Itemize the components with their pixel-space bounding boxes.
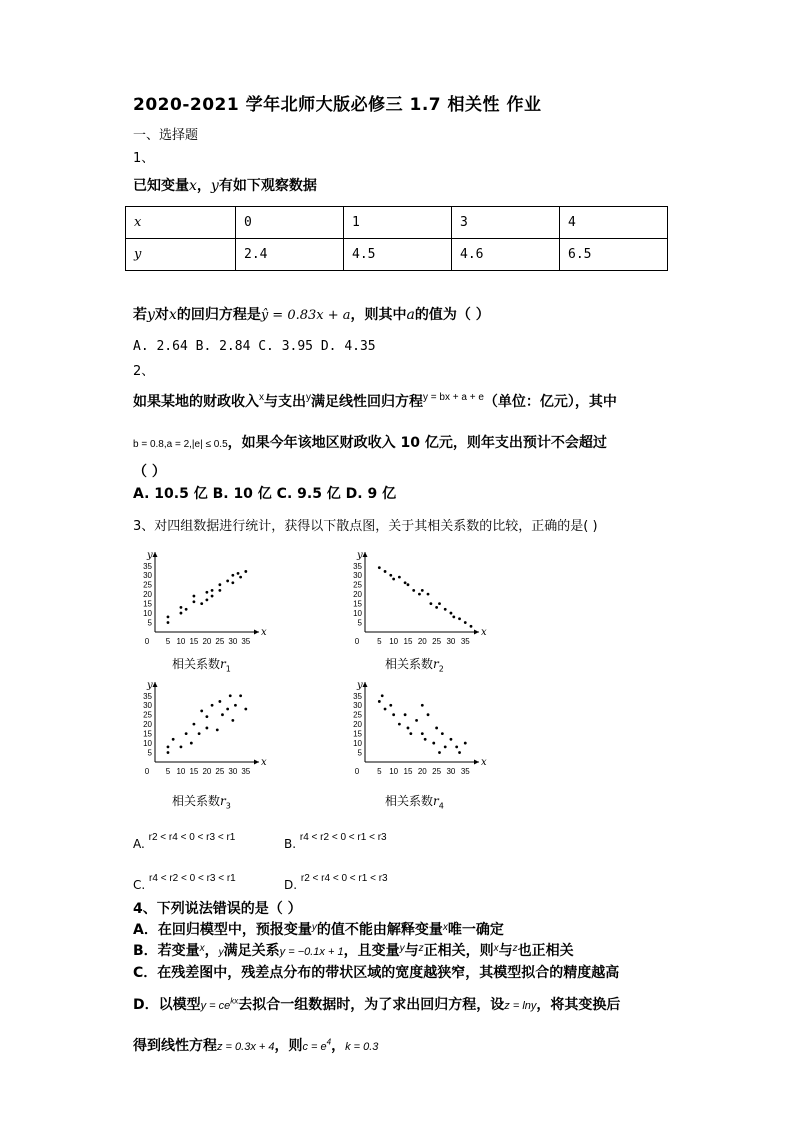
- y-tick-label: 25: [353, 580, 362, 590]
- y-tick-label: 20: [143, 720, 152, 730]
- q1-q-y: y: [147, 307, 155, 323]
- q4-d3: ，将其变换后: [536, 997, 621, 1013]
- option-letter: C.: [133, 878, 146, 892]
- scatter-point: [180, 745, 183, 748]
- y-axis-arrow: [153, 552, 158, 557]
- scatter-point: [231, 719, 234, 722]
- q2-l1-d: （单位：亿元），其中: [483, 394, 617, 410]
- scatter-point: [424, 738, 427, 741]
- table-cell: 6.5: [560, 239, 668, 271]
- q4-b8: 也正相关: [517, 943, 574, 959]
- scatter-point: [244, 708, 247, 711]
- scatter-point: [211, 589, 214, 592]
- scatter-point: [185, 732, 188, 735]
- scatter-point: [200, 710, 203, 713]
- scatter-point: [193, 600, 196, 603]
- table-cell: 4.6: [452, 239, 560, 271]
- y-tick-label: 20: [353, 590, 362, 600]
- x-tick-label: 5: [165, 637, 171, 646]
- q4-e2: ，则: [274, 1038, 303, 1054]
- scatter-point: [470, 625, 473, 628]
- x-tick-label: 15: [403, 637, 413, 646]
- x-axis-label: x: [261, 627, 267, 638]
- scatter-point: [211, 595, 214, 598]
- scatter-point: [167, 745, 170, 748]
- scatter-point: [392, 713, 395, 716]
- caption-text: 相关系数: [172, 794, 221, 808]
- q1-q-c: 的回归方程是: [176, 307, 261, 323]
- q4-a2: 的值不能由解释变量: [316, 922, 443, 938]
- q1-sep: ，: [196, 178, 211, 194]
- scatter-point: [464, 621, 467, 624]
- q4-d1: D．以模型: [133, 997, 201, 1013]
- q4-b7: 与: [498, 943, 513, 959]
- scatter-point: [205, 715, 208, 718]
- q4-a3: 唯一确定: [447, 922, 504, 938]
- q4-option-d-cont: [133, 1035, 378, 1055]
- scatter-point: [404, 581, 407, 584]
- scatter-point: [435, 727, 438, 730]
- q4-e1: 得到线性方程: [133, 1038, 217, 1054]
- y-tick-label: 30: [353, 701, 362, 711]
- scatter-point: [216, 728, 219, 731]
- scatter-point: [398, 723, 401, 726]
- q2-x: x: [259, 392, 264, 403]
- q3-stem: 3、对四组数据进行统计，获得以下散点图，关于其相关系数的比较，正确的是( ): [133, 519, 598, 534]
- q2-options: A. 10.5 亿 B. 10 亿 C. 9.5 亿 D. 9 亿: [133, 486, 397, 502]
- y-tick-label: 25: [143, 580, 152, 590]
- caption-text: 相关系数: [172, 657, 221, 671]
- q4-a-y: y: [311, 922, 317, 933]
- q3-option-b: [284, 832, 387, 851]
- x-tick-label: 35: [460, 637, 470, 646]
- scatter-plot-r3: [135, 678, 265, 778]
- scatter-point: [193, 595, 196, 598]
- scatter-point: [458, 751, 461, 754]
- q1-q-e: 的值为（ ）: [414, 307, 490, 323]
- x-tick-label: 5: [165, 767, 171, 776]
- q4-e-eq: z = 0.3x + 4: [217, 1041, 275, 1053]
- page-title: 2020-2021 学年北师大版必修三 1.7 相关性 作业: [133, 95, 542, 115]
- x-axis-label: x: [481, 757, 487, 768]
- scatter-point: [180, 612, 183, 615]
- table-cell: 0: [236, 207, 344, 239]
- scatter-point: [198, 732, 201, 735]
- scatter-point: [190, 742, 193, 745]
- scatter-point: [421, 732, 424, 735]
- scatter-point: [237, 572, 240, 575]
- q4-a1: A．在回归模型中，预报变量: [133, 922, 312, 938]
- caption-r2: [385, 655, 444, 673]
- y-axis-label: y: [147, 680, 153, 691]
- q3-option-d: [284, 873, 388, 892]
- caption-var: r: [220, 794, 226, 808]
- y-tick-label: 25: [143, 710, 152, 720]
- q4-d-sup: kx: [230, 996, 239, 1006]
- q4-e-k: k = 0.3: [345, 1041, 379, 1053]
- caption-sub: 2: [438, 664, 444, 674]
- q4-d2: 去拟合一组数据时，为了求出回归方程，设: [238, 997, 505, 1013]
- scatter-point: [392, 578, 395, 581]
- q4-b2: ，: [204, 943, 219, 959]
- table-cell: 1: [344, 207, 452, 239]
- q1-stem-a: 已知变量: [133, 178, 189, 194]
- scatter-point: [458, 617, 461, 620]
- x-tick-label: 5: [377, 767, 382, 776]
- x-tick-label: 25: [432, 767, 442, 776]
- scatter-point: [167, 621, 170, 624]
- scatter-point: [441, 732, 444, 735]
- scatter-point: [218, 589, 221, 592]
- q1-q-d: ，则其中: [350, 307, 407, 323]
- scatter-point: [231, 574, 234, 577]
- q2-y: y: [306, 392, 311, 403]
- x-axis-arrow: [254, 760, 259, 765]
- x-tick-label: 30: [228, 637, 238, 646]
- x-tick-label: 0: [354, 767, 360, 776]
- y-tick-label: 15: [143, 729, 152, 739]
- table-cell: 2.4: [236, 239, 344, 271]
- scatter-point: [464, 742, 467, 745]
- y-axis-label: y: [147, 550, 153, 561]
- q1-q-a: 若: [133, 307, 147, 323]
- caption-r3: [172, 792, 231, 810]
- scatter-point: [455, 745, 458, 748]
- table-cell: 4: [560, 207, 668, 239]
- scatter-point: [384, 570, 387, 573]
- q2-paren: （ ）: [133, 464, 166, 480]
- x-axis-arrow: [474, 760, 479, 765]
- scatter-point: [415, 719, 418, 722]
- q4-d-eq: y = ce: [200, 1000, 231, 1012]
- caption-r4: [385, 792, 444, 810]
- x-axis-arrow: [254, 630, 259, 635]
- caption-text: 相关系数: [385, 657, 434, 671]
- table-cell: x: [126, 207, 236, 239]
- scatter-point: [389, 574, 392, 577]
- scatter-plot-r1: [135, 548, 265, 648]
- q2-l1-b: 与支出: [264, 394, 306, 410]
- option-text: r4 < r2 < 0 < r3 < r1: [149, 873, 236, 884]
- y-axis-label: y: [357, 550, 363, 561]
- y-tick-label: 10: [143, 739, 152, 749]
- q4-b3: 满足关系: [223, 943, 280, 959]
- x-tick-label: 0: [144, 767, 150, 776]
- scatter-point: [185, 608, 188, 611]
- q4-b-eq: y = −0.1x + 1: [279, 946, 344, 958]
- x-tick-label: 0: [354, 637, 360, 646]
- scatter-point: [218, 583, 221, 586]
- scatter-point: [404, 713, 407, 716]
- x-tick-label: 15: [189, 637, 199, 646]
- q4-e-sup: 4: [326, 1037, 332, 1047]
- caption-var: r: [433, 794, 439, 808]
- table-cell: 3: [452, 207, 560, 239]
- q4-d-z: z = lny: [504, 1000, 537, 1012]
- q1-equation: ŷ = 0.83x + a: [260, 308, 351, 323]
- q4-b-x: x: [199, 943, 205, 954]
- scatter-point: [167, 751, 170, 754]
- q1-stem-b: 有如下观察数据: [218, 178, 317, 194]
- q1-q-b: 对: [154, 307, 169, 323]
- y-tick-label: 15: [143, 599, 152, 609]
- option-letter: D.: [284, 878, 298, 892]
- q2-l1-c: 满足线性回归方程: [311, 394, 423, 410]
- y-tick-label: 15: [353, 729, 362, 739]
- q4-option-a: [133, 919, 504, 939]
- scatter-point: [218, 700, 221, 703]
- scatter-point: [384, 708, 387, 711]
- scatter-plot-r2: [345, 548, 485, 648]
- scatter-point: [438, 751, 441, 754]
- scatter-point: [211, 704, 214, 707]
- x-tick-label: 25: [215, 767, 225, 776]
- caption-sub: 4: [438, 801, 444, 811]
- x-tick-label: 20: [417, 637, 427, 646]
- x-tick-label: 35: [460, 767, 470, 776]
- q4-b-y2: y: [399, 943, 405, 954]
- x-tick-label: 20: [202, 767, 212, 776]
- y-tick-label: 5: [147, 618, 152, 628]
- table-row: [126, 207, 668, 239]
- y-tick-label: 35: [143, 691, 152, 701]
- option-text: r2 < r4 < 0 < r3 < r1: [148, 832, 236, 843]
- q1-number: 1、: [133, 151, 155, 166]
- x-tick-label: 30: [228, 767, 238, 776]
- option-letter: A.: [133, 837, 145, 851]
- q4-b-z: z: [418, 943, 424, 954]
- x-tick-label: 25: [215, 637, 225, 646]
- scatter-point: [193, 723, 196, 726]
- scatter-point: [180, 606, 183, 609]
- x-tick-label: 20: [417, 767, 427, 776]
- scatter-point: [429, 602, 432, 605]
- y-tick-label: 35: [143, 561, 152, 571]
- scatter-point: [444, 608, 447, 611]
- q1-q-x: x: [168, 307, 177, 323]
- scatter-point: [409, 732, 412, 735]
- option-text: r2 < r4 < 0 < r1 < r3: [300, 873, 388, 884]
- scatter-point: [389, 704, 392, 707]
- q4-option-b: [133, 940, 574, 960]
- scatter-point: [200, 602, 203, 605]
- scatter-point: [378, 566, 381, 569]
- scatter-plot-r4: [345, 678, 485, 778]
- option-letter: B.: [284, 837, 297, 851]
- scatter-point: [444, 745, 447, 748]
- scatter-point: [418, 593, 421, 596]
- q4-stem: 4、下列说法错误的是（ ）: [133, 901, 302, 917]
- q4-b5: 与: [404, 943, 419, 959]
- x-tick-label: 20: [202, 637, 212, 646]
- caption-text: 相关系数: [385, 794, 434, 808]
- y-tick-label: 5: [357, 618, 362, 628]
- scatter-point: [221, 713, 224, 716]
- x-tick-label: 30: [446, 637, 456, 646]
- y-axis-arrow: [363, 682, 368, 687]
- x-axis-arrow: [474, 630, 479, 635]
- scatter-point: [229, 694, 232, 697]
- x-tick-label: 30: [446, 767, 456, 776]
- y-tick-label: 5: [357, 748, 362, 758]
- q4-option-c: C．在残差图中，残差点分布的带状区域的宽度越狭窄，其模型拟合的精度越高: [133, 965, 620, 981]
- q4-b-z2: z: [512, 943, 518, 954]
- y-tick-label: 15: [353, 599, 362, 609]
- table-cell: y: [126, 239, 236, 271]
- y-tick-label: 20: [353, 720, 362, 730]
- table-cell: 4.5: [344, 239, 452, 271]
- y-axis-arrow: [153, 682, 158, 687]
- scatter-point: [244, 570, 247, 573]
- q4-b1: B．若变量: [133, 943, 200, 959]
- scatter-point: [412, 589, 415, 592]
- q1-data-table: [125, 206, 668, 271]
- scatter-point: [407, 583, 410, 586]
- scatter-point: [172, 738, 175, 741]
- caption-sub: 1: [225, 664, 231, 674]
- option-text: r4 < r2 < 0 < r1 < r3: [299, 832, 387, 843]
- scatter-point: [435, 606, 438, 609]
- x-tick-label: 35: [241, 637, 251, 646]
- scatter-point: [450, 612, 453, 615]
- scatter-point: [407, 727, 410, 730]
- y-tick-label: 10: [143, 609, 152, 619]
- scatter-point: [427, 593, 430, 596]
- caption-sub: 3: [225, 801, 231, 811]
- y-tick-label: 10: [353, 739, 362, 749]
- scatter-point: [421, 589, 424, 592]
- scatter-point: [231, 581, 234, 584]
- x-axis-label: x: [481, 627, 487, 638]
- x-axis-label: x: [261, 757, 267, 768]
- scatter-point: [381, 694, 384, 697]
- caption-var: r: [220, 657, 226, 671]
- scatter-point: [239, 694, 242, 697]
- scatter-point: [167, 615, 170, 618]
- caption-r1: [172, 655, 231, 673]
- table-row: [126, 239, 668, 271]
- q1-stem: [133, 175, 317, 195]
- q2-eq: y = bx + a + e: [423, 392, 484, 403]
- q4-b-y: y: [218, 947, 224, 958]
- q1-q-a-var: a: [406, 307, 415, 323]
- scatter-point: [226, 708, 229, 711]
- q1-var-x: x: [189, 178, 197, 194]
- q1-options: A. 2.64 B. 2.84 C. 3.95 D. 4.35: [133, 339, 376, 354]
- x-tick-label: 15: [403, 767, 413, 776]
- y-tick-label: 35: [353, 561, 362, 571]
- q3-option-c: [133, 873, 236, 892]
- x-tick-label: 10: [389, 637, 399, 646]
- q2-l1-a: 如果某地的财政收入: [133, 394, 259, 410]
- y-tick-label: 30: [143, 571, 152, 581]
- scatter-point: [234, 704, 237, 707]
- x-tick-label: 15: [189, 767, 199, 776]
- section-heading: 一、选择题: [133, 128, 199, 143]
- scatter-point: [438, 602, 441, 605]
- q4-b6: 正相关，则: [423, 943, 494, 959]
- q4-e-c: c = e: [302, 1041, 327, 1053]
- scatter-point: [450, 738, 453, 741]
- scatter-point: [205, 727, 208, 730]
- y-tick-label: 25: [353, 710, 362, 720]
- scatter-point: [398, 576, 401, 579]
- q4-b-x2: x: [493, 943, 499, 954]
- scatter-point: [239, 576, 242, 579]
- q2-line1: [133, 391, 617, 411]
- scatter-point: [226, 580, 229, 583]
- caption-var: r: [433, 657, 439, 671]
- y-tick-label: 30: [143, 701, 152, 711]
- y-axis-label: y: [357, 680, 363, 691]
- q2-cond: b = 0.8,a = 2,|e| ≤ 0.5: [133, 439, 228, 450]
- x-tick-label: 10: [389, 767, 399, 776]
- x-tick-label: 10: [176, 767, 186, 776]
- q4-b4: ，且变量: [343, 943, 400, 959]
- scatter-point: [421, 704, 424, 707]
- q2-l2: ，如果今年该地区财政收入 10 亿元，则年支出预计不会超过: [227, 435, 607, 451]
- q3-option-a: [133, 832, 235, 851]
- y-tick-label: 35: [353, 691, 362, 701]
- x-tick-label: 0: [144, 637, 150, 646]
- q4-option-d: [133, 994, 620, 1014]
- x-tick-label: 10: [176, 637, 186, 646]
- y-tick-label: 20: [143, 590, 152, 600]
- y-axis-arrow: [363, 552, 368, 557]
- scatter-point: [205, 591, 208, 594]
- scatter-point: [427, 713, 430, 716]
- scatter-point: [205, 598, 208, 601]
- x-tick-label: 5: [377, 637, 382, 646]
- x-tick-label: 35: [241, 767, 251, 776]
- y-tick-label: 10: [353, 609, 362, 619]
- q2-line2: [133, 432, 607, 452]
- scatter-point: [378, 700, 381, 703]
- q1-question: [133, 304, 490, 324]
- q4-e3: ，: [331, 1038, 346, 1054]
- y-tick-label: 30: [353, 571, 362, 581]
- q1-var-y: y: [210, 178, 219, 194]
- x-tick-label: 25: [432, 637, 442, 646]
- q4-a-x: x: [442, 922, 448, 933]
- scatter-point: [432, 742, 435, 745]
- scatter-point: [452, 615, 455, 618]
- y-tick-label: 5: [147, 748, 152, 758]
- q2-number: 2、: [133, 364, 155, 379]
